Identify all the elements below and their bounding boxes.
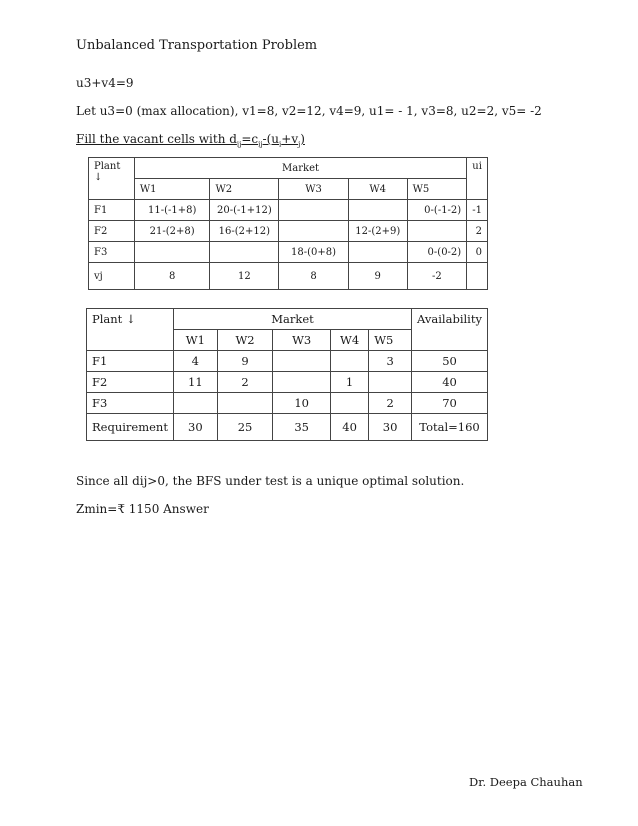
table-cell: 12 bbox=[210, 263, 279, 290]
table-cell bbox=[173, 393, 217, 414]
row-label: Requirement bbox=[87, 414, 174, 441]
table-row bbox=[89, 221, 488, 242]
row-label: F1 bbox=[87, 351, 174, 372]
ui-value: 2 bbox=[467, 221, 488, 242]
table-cell bbox=[330, 351, 368, 372]
availability-header: Availability bbox=[412, 309, 488, 351]
column-header: W4 bbox=[348, 179, 407, 200]
author-footer: Dr. Deepa Chauhan bbox=[469, 775, 583, 789]
column-header: W5 bbox=[407, 179, 467, 200]
table-cell: 18-(0+8) bbox=[279, 242, 349, 263]
table-row bbox=[89, 263, 488, 290]
column-header: W3 bbox=[279, 179, 349, 200]
column-header: W4 bbox=[330, 330, 368, 351]
row-label: vj bbox=[89, 263, 135, 290]
row-label: F1 bbox=[89, 200, 135, 221]
table-cell bbox=[279, 221, 349, 242]
table-cell bbox=[369, 372, 412, 393]
table-cell: 9 bbox=[348, 263, 407, 290]
table-cell bbox=[348, 242, 407, 263]
column-header: W1 bbox=[173, 330, 217, 351]
market-header: Market bbox=[173, 309, 411, 330]
table-cell bbox=[217, 393, 273, 414]
instruction-line: Fill the vacant cells with $d_{ij}=c_{ij}-(u_i+v_j)$ bbox=[76, 132, 305, 149]
table-cell bbox=[330, 393, 368, 414]
column-header: W5 bbox=[369, 330, 412, 351]
table-cell bbox=[407, 221, 467, 242]
ui-value: -1 bbox=[467, 200, 488, 221]
ui-value: 0 bbox=[467, 242, 488, 263]
table-row bbox=[87, 393, 488, 414]
table-cell bbox=[210, 242, 279, 263]
table-cell: 35 bbox=[273, 414, 331, 441]
column-header: W3 bbox=[273, 330, 331, 351]
conclusion-line: Since all dij>0, the BFS under test is a unique optimal solution. bbox=[76, 474, 465, 488]
availability-cell: 70 bbox=[412, 393, 488, 414]
ui-value bbox=[467, 263, 488, 290]
plant-header: Plant ↓ bbox=[87, 309, 174, 351]
table-cell: 0-(-1-2) bbox=[407, 200, 467, 221]
table-cell: 12-(2+9) bbox=[348, 221, 407, 242]
table-cell: 30 bbox=[369, 414, 412, 441]
availability-cell: 50 bbox=[412, 351, 488, 372]
row-label: F2 bbox=[87, 372, 174, 393]
table-cell: 3 bbox=[369, 351, 412, 372]
availability-cell: Total=160 bbox=[412, 414, 488, 441]
table-cell: -2 bbox=[407, 263, 467, 290]
column-header: W1 bbox=[134, 179, 210, 200]
table-cell: 1 bbox=[330, 372, 368, 393]
table-row bbox=[89, 200, 488, 221]
column-header: W2 bbox=[210, 179, 279, 200]
table-cell: 25 bbox=[217, 414, 273, 441]
table-cell: 11-(-1+8) bbox=[134, 200, 210, 221]
table-cell: 2 bbox=[217, 372, 273, 393]
table-cell: 10 bbox=[273, 393, 331, 414]
table-row bbox=[87, 414, 488, 441]
table-cell bbox=[134, 242, 210, 263]
row-label: F2 bbox=[89, 221, 135, 242]
table-cell: 0-(0-2) bbox=[407, 242, 467, 263]
equation-line: u3+v4=9 bbox=[76, 76, 134, 90]
table-cell bbox=[348, 200, 407, 221]
table-cell: 40 bbox=[330, 414, 368, 441]
row-label: F3 bbox=[89, 242, 135, 263]
table-cell bbox=[273, 372, 331, 393]
table-row bbox=[87, 372, 488, 393]
table-cell: 30 bbox=[173, 414, 217, 441]
table-cell: 21-(2+8) bbox=[134, 221, 210, 242]
table-cell bbox=[279, 200, 349, 221]
row-label: F3 bbox=[87, 393, 174, 414]
column-header: W2 bbox=[217, 330, 273, 351]
table-row bbox=[87, 351, 488, 372]
market-header: Market bbox=[134, 158, 466, 179]
table-cell bbox=[273, 351, 331, 372]
table-cell: 16-(2+12) bbox=[210, 221, 279, 242]
table-cell: 8 bbox=[279, 263, 349, 290]
table-cell: 9 bbox=[217, 351, 273, 372]
allocation-table bbox=[86, 308, 488, 441]
table-cell: 11 bbox=[173, 372, 217, 393]
opportunity-cost-table bbox=[88, 157, 488, 290]
table-cell: 2 bbox=[369, 393, 412, 414]
ui-header: ui bbox=[467, 158, 488, 200]
document-title: Unbalanced Transportation Problem bbox=[76, 38, 318, 53]
table-cell: 20-(-1+12) bbox=[210, 200, 279, 221]
answer-line: Zmin=₹ 1150 Answer bbox=[76, 502, 209, 516]
table-cell: 8 bbox=[134, 263, 210, 290]
table-cell: 4 bbox=[173, 351, 217, 372]
table-row bbox=[89, 242, 488, 263]
plant-header: Plant ↓ bbox=[89, 158, 135, 200]
availability-cell: 40 bbox=[412, 372, 488, 393]
dual-values-line: Let u3=0 (max allocation), v1=8, v2=12, v4=9, u1= - 1, v3=8, u2=2, v5= -2 bbox=[76, 104, 542, 118]
